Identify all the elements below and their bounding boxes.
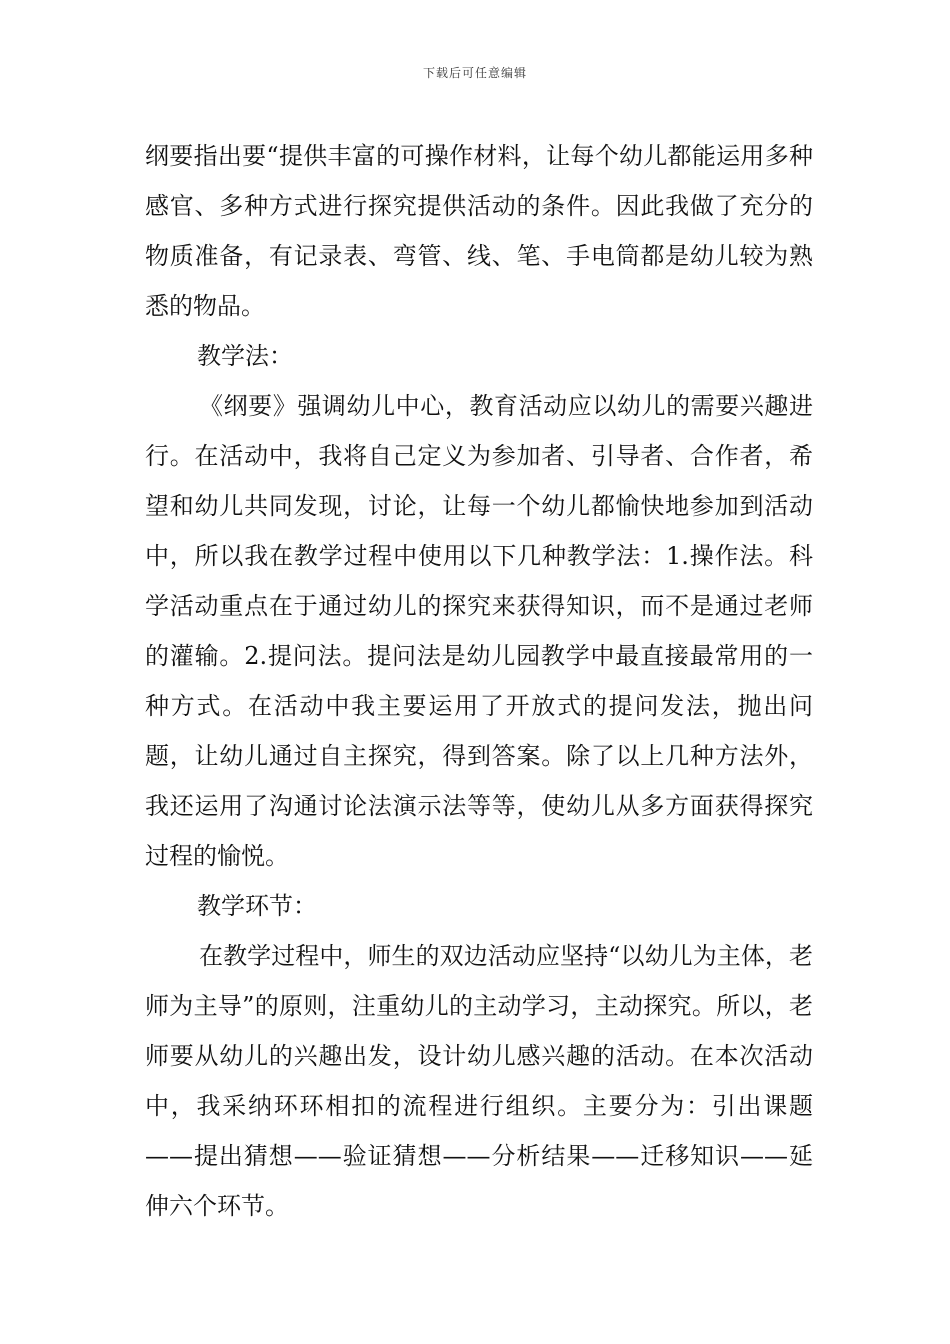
paragraph-materials: 纲要指出要“提供丰富的可操作材料，让每个幼儿都能运用多种感官、多种方式进行探究提供活动的条件。因此我做了充分的物质准备，有记录表、弯管、线、笔、手电筒都是幼儿较为熟悉的物品。	[145, 142, 813, 320]
paragraph-teaching-steps: 在教学过程中，师生的双边活动应坚持“以幼儿为主体，老师为主导”的原则，注重幼儿的主动学习，主动探究。所以，老师要从幼儿的兴趣出发，设计幼儿感兴趣的活动。在本次活动中，我采纳环环相扣的流程进行组织。主要分为：引出课题——提出猜想——验证猜想——分析结果——迁移知识——延伸六个环节。	[145, 942, 813, 1220]
page-header: 下载后可任意编辑	[422, 66, 527, 80]
heading-teaching-method: 教学法：	[197, 342, 293, 370]
document-body	[145, 131, 813, 1231]
paragraph-teaching-method: 《纲要》强调幼儿中心，教育活动应以幼儿的需要兴趣进行。在活动中，我将自己定义为参加者、引导者、合作者，希望和幼儿共同发现，讨论，让每一个幼儿都愉快地参加到活动中，所以我在教学过程中使用以下几种教学法：1.操作法。科学活动重点在于通过幼儿的探究来获得知识，而不是通过老师的灌输。2.提问法。提问法是幼儿园教学中最直接最常用的一种方式。在活动中我主要运用了开放式的提问发法，抛出问题，让幼儿通过自主探究，得到答案。除了以上几种方法外，我还运用了沟通讨论法演示法等等，使幼儿从多方面获得探究过程的愉悦。	[145, 392, 813, 870]
heading-teaching-steps: 教学环节：	[197, 892, 317, 920]
